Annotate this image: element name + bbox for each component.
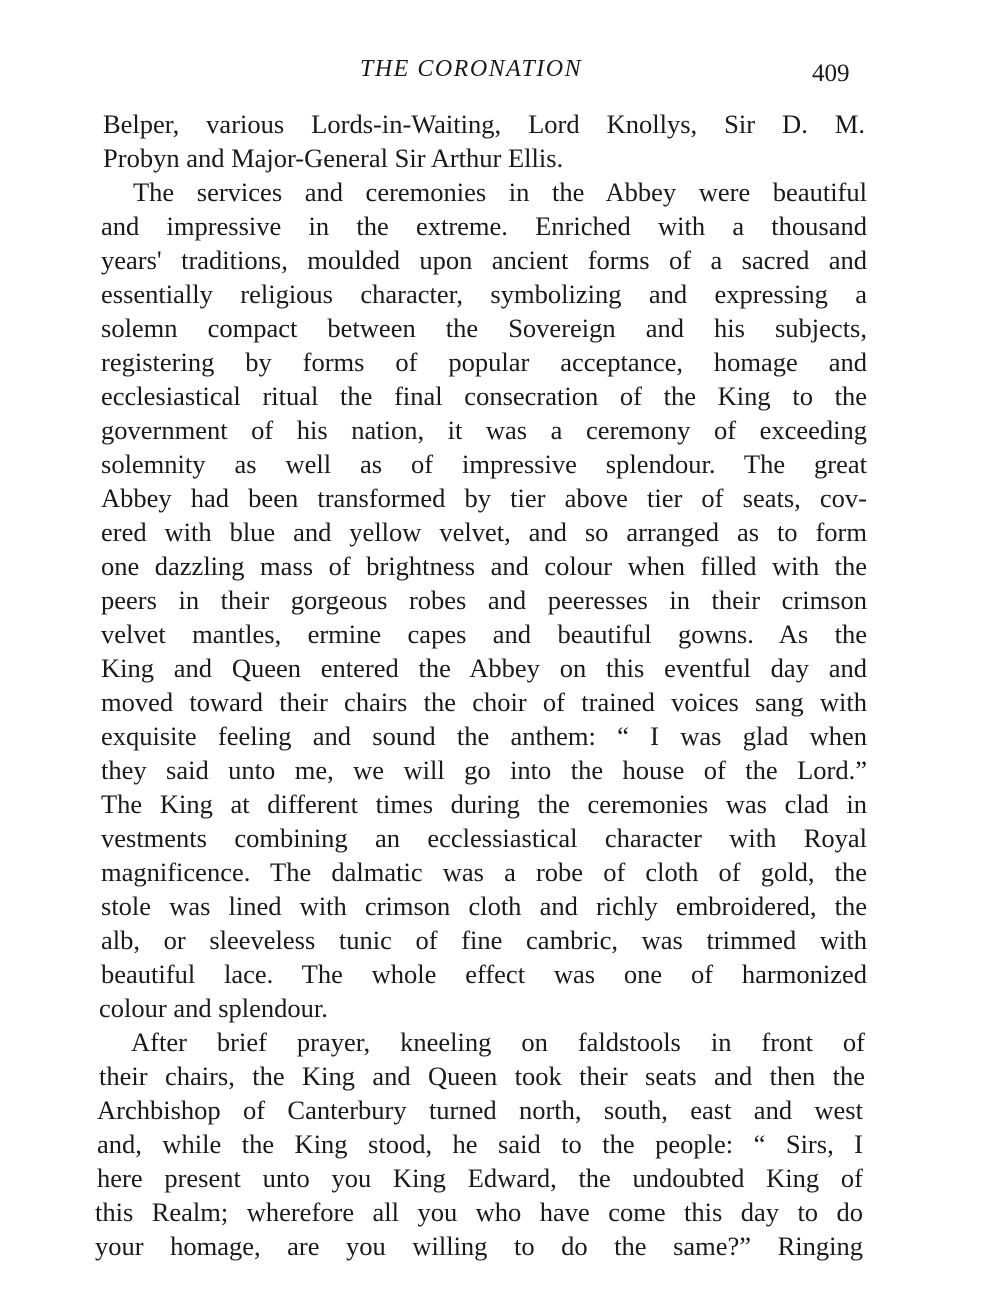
text-line: and impressive in the extreme. Enriched with a thousand [101, 211, 867, 241]
text-line: stole was lined with crimson cloth and richly embroidered, the [101, 891, 867, 921]
text-line: The King at different times during the ceremonies was clad in [101, 789, 867, 819]
page-number: 409 [812, 60, 850, 87]
text-line: King and Queen entered the Abbey on this eventful day and [101, 653, 867, 683]
text-line: here present unto you King Edward, the undoubted King of [97, 1163, 863, 1193]
text-line: years' traditions, moulded upon ancient forms of a sacred and [101, 245, 867, 275]
text-line: Archbishop of Canterbury turned north, south, east and west [97, 1095, 863, 1125]
text-line: beautiful lace. The whole effect was one of harmonized [101, 959, 867, 989]
text-line: one dazzling mass of brightness and colour when filled with the [101, 551, 867, 581]
text-line: moved toward their chairs the choir of trained voices sang with [101, 687, 867, 717]
text-line: this Realm; wherefore all you who have come this day to do [95, 1197, 863, 1227]
text-line: and, while the King stood, he said to the people: “ Sirs, I [97, 1129, 863, 1159]
text-line: their chairs, the King and Queen took their seats and then the [99, 1061, 865, 1091]
running-title: THE CORONATION [360, 56, 583, 82]
text-line: Belper, various Lords-in-Waiting, Lord Knollys, Sir D. M. [103, 109, 865, 139]
running-head [0, 52, 1000, 88]
text-line: registering by forms of popular acceptance, homage and [101, 347, 867, 377]
text-line: alb, or sleeveless tunic of fine cambric, was trimmed with [101, 925, 867, 955]
text-line: magnificence. The dalmatic was a robe of cloth of gold, the [101, 857, 867, 887]
text-line: velvet mantles, ermine capes and beautiful gowns. As the [101, 619, 867, 649]
text-line: ered with blue and yellow velvet, and so arranged as to form [101, 517, 867, 547]
text-line: Abbey had been transformed by tier above tier of seats, cov- [101, 483, 867, 513]
text-line: colour and splendour. [99, 993, 328, 1023]
text-line: The services and ceremonies in the Abbey were beautiful [133, 177, 867, 207]
text-line: solemn compact between the Sovereign and his subjects, [101, 313, 867, 343]
text-line: they said unto me, we will go into the house of the Lord.” [101, 755, 867, 785]
text-line: After brief prayer, kneeling on faldstools in front of [131, 1027, 865, 1057]
text-line: peers in their gorgeous robes and peeresses in their crimson [101, 585, 867, 615]
text-line: essentially religious character, symbolizing and expressing a [101, 279, 867, 309]
text-line: solemnity as well as of impressive splendour. The great [101, 449, 867, 479]
text-line: ecclesiastical ritual the final consecration of the King to the [101, 381, 867, 411]
text-line: your homage, are you willing to do the same?” Ringing [95, 1231, 863, 1261]
text-line: vestments combining an ecclessiastical character with Royal [101, 823, 867, 853]
text-line: exquisite feeling and sound the anthem: “ I was glad when [101, 721, 867, 751]
text-line: Probyn and Major-General Sir Arthur Ellis. [103, 143, 564, 173]
text-line: government of his nation, it was a ceremony of exceeding [101, 415, 867, 445]
